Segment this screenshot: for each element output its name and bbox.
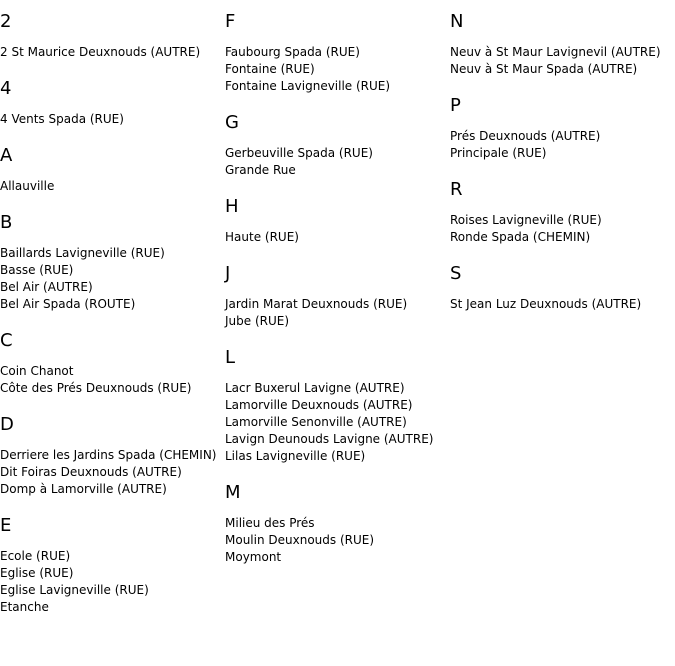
street-link[interactable]: Moulin Deuxnouds (RUE) — [225, 533, 375, 547]
letter-heading: 4 — [0, 78, 12, 99]
letter-group — [0, 77, 222, 128]
letter-group — [0, 144, 222, 195]
street-link[interactable]: 4 Vents Spada (RUE) — [0, 112, 124, 126]
street-link[interactable]: Baillards Lavigneville (RUE) — [0, 246, 165, 260]
street-list — [0, 245, 222, 313]
street-list — [450, 296, 672, 313]
street-link[interactable]: St Jean Luz Deuxnouds (AUTRE) — [450, 297, 642, 311]
letter-group — [225, 262, 447, 330]
street-list — [225, 44, 447, 95]
letter-group — [0, 329, 222, 397]
street-list — [450, 128, 672, 162]
street-list — [0, 111, 222, 128]
street-link[interactable]: Eglise (RUE) — [0, 566, 74, 580]
street-list — [225, 145, 447, 179]
street-link[interactable]: Eglise Lavigneville (RUE) — [0, 583, 149, 597]
letter-heading: E — [0, 515, 12, 536]
street-link[interactable]: Dit Foiras Deuxnouds (AUTRE) — [0, 465, 182, 479]
letter-group — [225, 346, 447, 465]
letter-heading: B — [0, 212, 13, 233]
street-list — [0, 363, 222, 397]
street-link[interactable]: 2 St Maurice Deuxnouds (AUTRE) — [0, 45, 201, 59]
street-list — [0, 447, 222, 498]
street-link[interactable]: Côte des Prés Deuxnouds (RUE) — [0, 381, 192, 395]
street-link[interactable]: Jube (RUE) — [225, 314, 290, 328]
letter-group — [450, 262, 672, 313]
index-column-3 — [450, 10, 672, 329]
street-list — [0, 548, 222, 616]
street-list — [0, 44, 222, 61]
street-link[interactable]: Allauville — [0, 179, 55, 193]
street-link[interactable]: Bel Air (AUTRE) — [0, 280, 93, 294]
street-link[interactable]: Lilas Lavigneville (RUE) — [225, 449, 366, 463]
letter-heading: J — [225, 263, 231, 284]
street-list — [450, 44, 672, 78]
letter-group — [225, 481, 447, 566]
street-link[interactable]: Bel Air Spada (ROUTE) — [0, 297, 136, 311]
street-link[interactable]: Basse (RUE) — [0, 263, 74, 277]
street-link[interactable]: Prés Deuxnouds (AUTRE) — [450, 129, 601, 143]
letter-group — [450, 94, 672, 162]
street-link[interactable]: Domp à Lamorville (AUTRE) — [0, 482, 167, 496]
street-link[interactable]: Jardin Marat Deuxnouds (RUE) — [225, 297, 408, 311]
street-link[interactable]: Ronde Spada (CHEMIN) — [450, 230, 591, 244]
street-list — [450, 212, 672, 246]
letter-heading: P — [450, 95, 461, 116]
street-link[interactable]: Gerbeuville Spada (RUE) — [225, 146, 373, 160]
letter-heading: 2 — [0, 11, 12, 32]
street-list — [225, 296, 447, 330]
street-link[interactable]: Coin Chanot — [0, 364, 74, 378]
letter-group — [225, 10, 447, 95]
letter-heading: R — [450, 179, 463, 200]
letter-group — [225, 195, 447, 246]
street-link[interactable]: Lacr Buxerul Lavigne (AUTRE) — [225, 381, 405, 395]
street-link[interactable]: Lavign Deunouds Lavigne (AUTRE) — [225, 432, 434, 446]
letter-group — [450, 178, 672, 246]
letter-group — [450, 10, 672, 78]
letter-group — [0, 413, 222, 498]
street-link[interactable]: Faubourg Spada (RUE) — [225, 45, 360, 59]
street-link[interactable]: Etanche — [0, 600, 49, 614]
letter-heading: F — [225, 11, 236, 32]
letter-heading: H — [225, 196, 239, 217]
letter-heading: C — [0, 330, 13, 351]
index-column-1 — [0, 10, 222, 632]
letter-group — [0, 211, 222, 313]
street-list — [225, 380, 447, 465]
letter-group — [0, 10, 222, 61]
letter-group — [225, 111, 447, 179]
street-list — [0, 178, 222, 195]
letter-heading: S — [450, 263, 462, 284]
street-link[interactable]: Lamorville Senonville (AUTRE) — [225, 415, 407, 429]
street-link[interactable]: Principale (RUE) — [450, 146, 547, 160]
street-link[interactable]: Moymont — [225, 550, 282, 564]
street-link[interactable]: Neuv à St Maur Lavignevil (AUTRE) — [450, 45, 661, 59]
street-link[interactable]: Fontaine (RUE) — [225, 62, 315, 76]
letter-group — [0, 514, 222, 616]
letter-heading: N — [450, 11, 464, 32]
street-list — [225, 515, 447, 566]
street-link[interactable]: Ecole (RUE) — [0, 549, 71, 563]
street-link[interactable]: Haute (RUE) — [225, 230, 299, 244]
street-list — [225, 229, 447, 246]
street-link[interactable]: Grande Rue — [225, 163, 296, 177]
letter-heading: D — [0, 414, 14, 435]
index-column-2 — [225, 10, 447, 582]
letter-heading: L — [225, 347, 236, 368]
letter-heading: A — [0, 145, 13, 166]
letter-heading: M — [225, 482, 241, 503]
street-link[interactable]: Neuv à St Maur Spada (AUTRE) — [450, 62, 638, 76]
street-link[interactable]: Milieu des Prés — [225, 516, 315, 530]
street-link[interactable]: Derriere les Jardins Spada (CHEMIN) — [0, 448, 217, 462]
letter-heading: G — [225, 112, 239, 133]
street-link[interactable]: Fontaine Lavigneville (RUE) — [225, 79, 391, 93]
street-link[interactable]: Roises Lavigneville (RUE) — [450, 213, 602, 227]
street-link[interactable]: Lamorville Deuxnouds (AUTRE) — [225, 398, 413, 412]
